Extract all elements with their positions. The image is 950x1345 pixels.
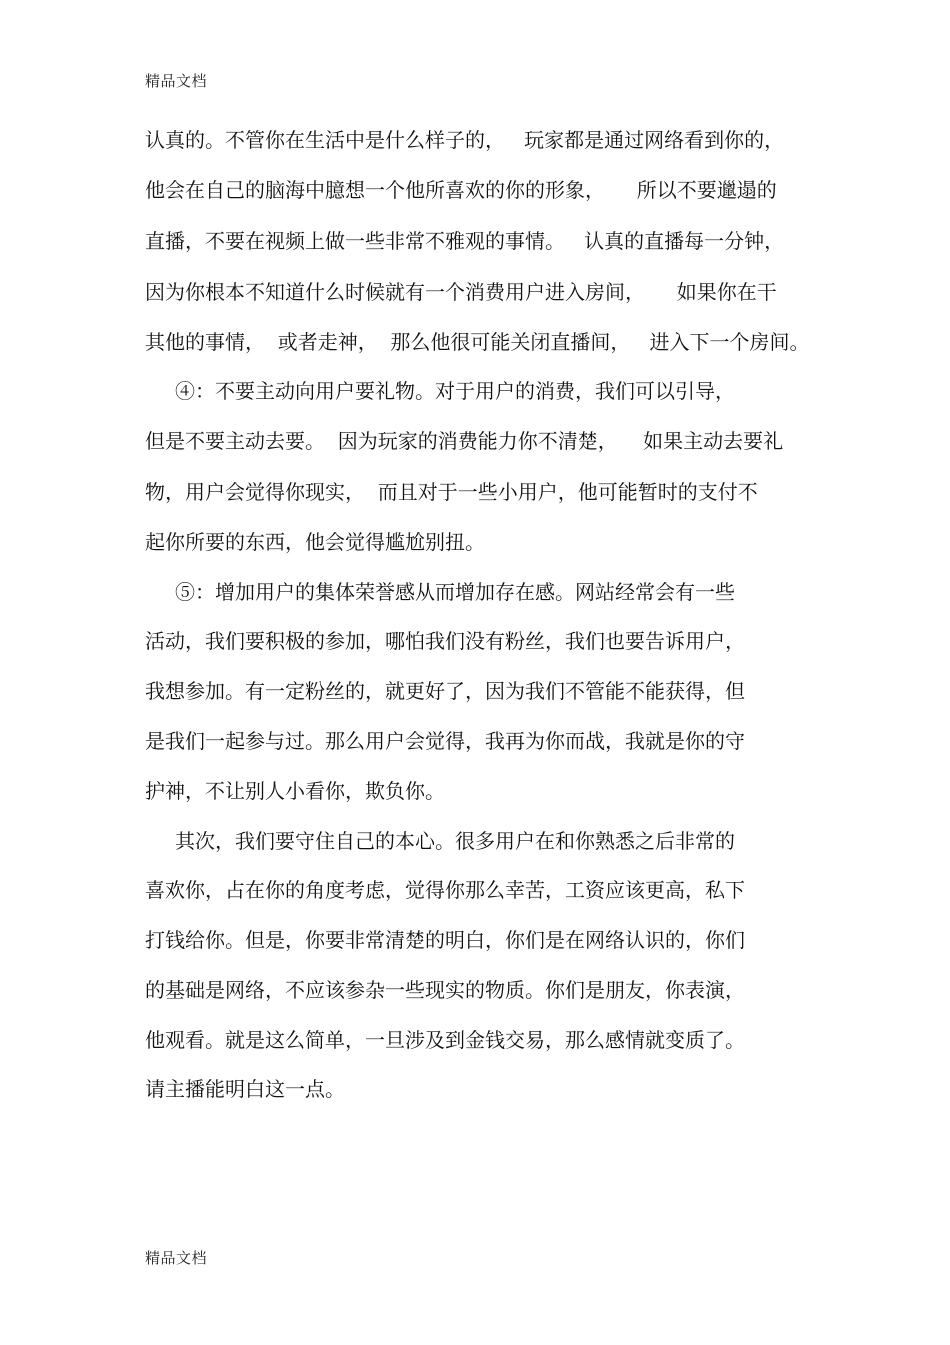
text-line: 其他的事情， 或者走神， 那么他很可能关闭直播间， 进入下一个房间。 <box>145 330 810 354</box>
text-line: 因为你根本不知道什么时候就有一个消费用户进入房间， 如果你在干 <box>145 280 777 304</box>
text-line: 但是不要主动去要。 因为玩家的消费能力你不清楚， 如果主动去要礼 <box>145 429 784 453</box>
text-line: 其次，我们要守住自己的本心。很多用户在和你熟悉之后非常的 <box>175 829 735 853</box>
text-line: ④：不要主动向用户要礼物。对于用户的消费，我们可以引导， <box>175 379 735 403</box>
text-line: 活动，我们要积极的参加，哪怕我们没有粉丝，我们也要告诉用户， <box>145 629 745 653</box>
text-line: 起你所要的东西，他会觉得尴尬别扭。 <box>145 530 485 554</box>
text-line: 的基础是网络，不应该参杂一些现实的物质。你们是朋友，你表演， <box>145 978 745 1002</box>
text-line: 他观看。就是这么简单，一旦涉及到金钱交易，那么感情就变质了。 <box>145 1028 745 1052</box>
text-line: 直播，不要在视频上做一些非常不雅观的事情。 认真的直播每一分钟， <box>145 229 785 253</box>
page-header: 精品文档 <box>145 72 208 90</box>
text-line: 打钱给你。但是，你要非常清楚的明白，你们是在网络认识的，你们 <box>145 928 745 952</box>
text-line: ⑤：增加用户的集体荣誉感从而增加存在感。网站经常会有一些 <box>175 580 735 604</box>
text-line: 护神，不让别人小看你，欺负你。 <box>145 779 445 803</box>
page-footer: 精品文档 <box>145 1249 208 1267</box>
text-line: 请主播能明白这一点。 <box>145 1077 345 1101</box>
text-line: 物，用户会觉得你现实， 而且对于一些小用户，他可能暂时的支付不 <box>145 480 758 504</box>
text-line: 认真的。不管你在生活中是什么样子的， 玩家都是通过网络看到你的， <box>145 128 785 152</box>
text-line: 喜欢你，占在你的角度考虑，觉得你那么幸苦，工资应该更高，私下 <box>145 878 745 902</box>
text-line: 我想参加。有一定粉丝的，就更好了，因为我们不管能不能获得，但 <box>145 679 745 703</box>
text-line: 他会在自己的脑海中臆想一个他所喜欢的你的形象， 所以不要邋遢的 <box>145 178 777 202</box>
text-line: 是我们一起参与过。那么用户会觉得，我再为你而战，我就是你的守 <box>145 729 745 753</box>
